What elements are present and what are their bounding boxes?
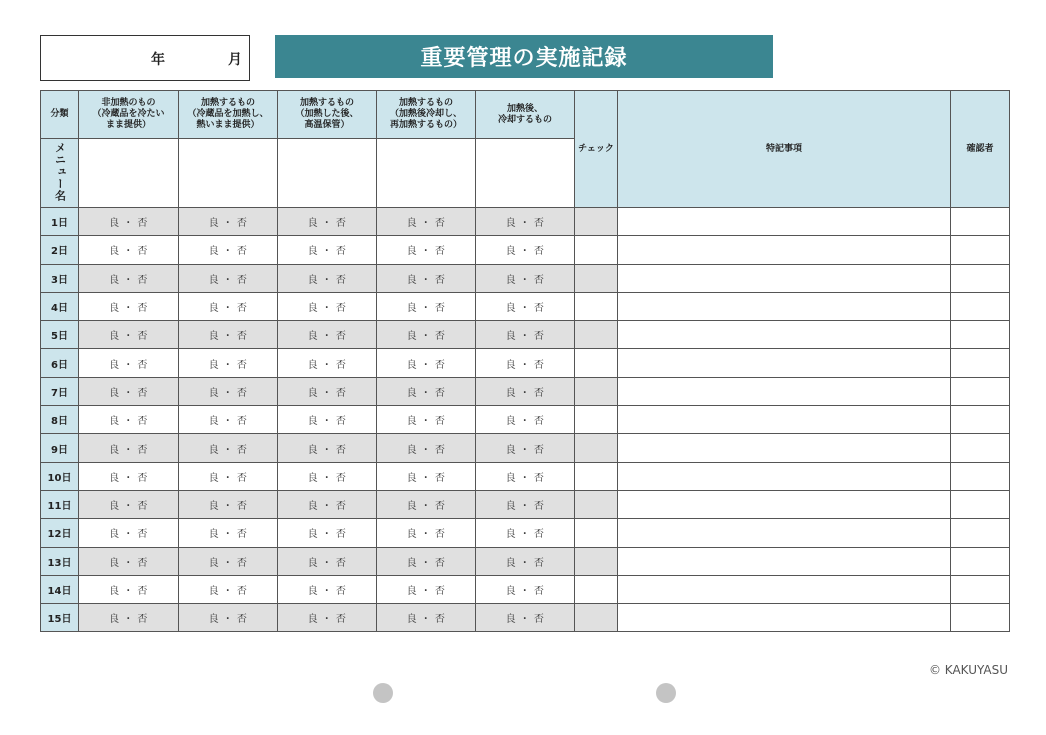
ok-ng-choice[interactable]: 良 ・ 否 [79, 349, 179, 377]
confirmer-field[interactable] [951, 377, 1010, 405]
table-row [41, 547, 1010, 575]
check-field[interactable] [575, 321, 618, 349]
table-row [41, 575, 1010, 603]
table-row [41, 462, 1010, 490]
ok-ng-choice[interactable]: 良 ・ 否 [179, 349, 278, 377]
check-field[interactable] [575, 462, 618, 490]
ok-ng-choice[interactable]: 良 ・ 否 [79, 236, 179, 264]
ok-ng-choice[interactable]: 良 ・ 否 [278, 547, 377, 575]
ok-ng-choice[interactable]: 良 ・ 否 [179, 208, 278, 236]
day-label: 12日 [41, 519, 79, 547]
notes-header: 特記事項 [618, 91, 951, 208]
check-field[interactable] [575, 575, 618, 603]
category-header: 分類 [41, 91, 79, 139]
check-field[interactable] [575, 377, 618, 405]
ok-ng-choice[interactable]: 良 ・ 否 [278, 434, 377, 462]
day-label: 3日 [41, 264, 79, 292]
day-label: 14日 [41, 575, 79, 603]
ok-ng-choice[interactable]: 良 ・ 否 [377, 547, 476, 575]
confirmer-header: 確認者 [951, 91, 1010, 208]
confirmer-field[interactable] [951, 462, 1010, 490]
column-header-heat-hold-hot: 加熱するもの （加熱した後、 高温保管） [278, 91, 377, 139]
check-field[interactable] [575, 208, 618, 236]
confirmer-field[interactable] [951, 292, 1010, 320]
ok-ng-choice[interactable]: 良 ・ 否 [476, 208, 575, 236]
column-header-heat-serve-hot: 加熱するもの （冷蔵品を加熱し、 熱いまま提供） [179, 91, 278, 139]
ok-ng-choice[interactable]: 良 ・ 否 [377, 377, 476, 405]
ok-ng-choice[interactable]: 良 ・ 否 [476, 547, 575, 575]
month-label: 月 [228, 52, 242, 68]
table-row [41, 490, 1010, 518]
ok-ng-choice[interactable]: 良 ・ 否 [179, 462, 278, 490]
ok-ng-choice[interactable]: 良 ・ 否 [476, 604, 575, 632]
day-label: 4日 [41, 292, 79, 320]
ok-ng-choice[interactable]: 良 ・ 否 [377, 490, 476, 518]
column-header-heat-cool-reheat: 加熱するもの （加熱後冷却し、 再加熱するもの） [377, 91, 476, 139]
year-month-box[interactable] [40, 35, 250, 81]
ok-ng-choice[interactable]: 良 ・ 否 [179, 604, 278, 632]
notes-field[interactable] [618, 292, 951, 320]
notes-field[interactable] [618, 236, 951, 264]
check-field[interactable] [575, 519, 618, 547]
ok-ng-choice[interactable]: 良 ・ 否 [79, 292, 179, 320]
confirmer-field[interactable] [951, 406, 1010, 434]
ok-ng-choice[interactable]: 良 ・ 否 [278, 349, 377, 377]
table-row [41, 321, 1010, 349]
ok-ng-choice[interactable]: 良 ・ 否 [79, 321, 179, 349]
confirmer-field[interactable] [951, 490, 1010, 518]
check-field[interactable] [575, 236, 618, 264]
ok-ng-choice[interactable]: 良 ・ 否 [79, 575, 179, 603]
ok-ng-choice[interactable]: 良 ・ 否 [278, 604, 377, 632]
confirmer-field[interactable] [951, 264, 1010, 292]
ok-ng-choice[interactable]: 良 ・ 否 [476, 519, 575, 547]
menu-name-field[interactable] [476, 139, 575, 208]
ok-ng-choice[interactable]: 良 ・ 否 [377, 321, 476, 349]
table-row [41, 377, 1010, 405]
ok-ng-choice[interactable]: 良 ・ 否 [79, 490, 179, 518]
notes-field[interactable] [618, 462, 951, 490]
menu-name-header [41, 139, 79, 208]
notes-field[interactable] [618, 406, 951, 434]
check-field[interactable] [575, 264, 618, 292]
check-header: チェック [575, 91, 618, 208]
day-label: 5日 [41, 321, 79, 349]
check-field[interactable] [575, 406, 618, 434]
ok-ng-choice[interactable]: 良 ・ 否 [179, 490, 278, 518]
check-field[interactable] [575, 434, 618, 462]
ok-ng-choice[interactable]: 良 ・ 否 [179, 434, 278, 462]
notes-field[interactable] [618, 575, 951, 603]
confirmer-field[interactable] [951, 321, 1010, 349]
ok-ng-choice[interactable]: 良 ・ 否 [476, 349, 575, 377]
ok-ng-choice[interactable]: 良 ・ 否 [179, 264, 278, 292]
ok-ng-choice[interactable]: 良 ・ 否 [79, 264, 179, 292]
check-field[interactable] [575, 604, 618, 632]
ok-ng-choice[interactable]: 良 ・ 否 [377, 264, 476, 292]
notes-field[interactable] [618, 604, 951, 632]
table-row [41, 264, 1010, 292]
notes-field[interactable] [618, 434, 951, 462]
ok-ng-choice[interactable]: 良 ・ 否 [179, 236, 278, 264]
ok-ng-choice[interactable]: 良 ・ 否 [476, 264, 575, 292]
column-header-heat-cool: 加熱後、 冷却するもの [476, 91, 575, 139]
day-label: 15日 [41, 604, 79, 632]
menu-name-field[interactable] [79, 139, 179, 208]
notes-field[interactable] [618, 490, 951, 518]
confirmer-field[interactable] [951, 208, 1010, 236]
check-field[interactable] [575, 490, 618, 518]
binder-hole-right [656, 683, 676, 703]
day-label: 2日 [41, 236, 79, 264]
ok-ng-choice[interactable]: 良 ・ 否 [278, 519, 377, 547]
table-row [41, 349, 1010, 377]
notes-field[interactable] [618, 547, 951, 575]
table-row [41, 519, 1010, 547]
ok-ng-choice[interactable]: 良 ・ 否 [377, 236, 476, 264]
table-row [41, 434, 1010, 462]
ok-ng-choice[interactable]: 良 ・ 否 [179, 406, 278, 434]
ok-ng-choice[interactable]: 良 ・ 否 [476, 236, 575, 264]
confirmer-field[interactable] [951, 236, 1010, 264]
ok-ng-choice[interactable]: 良 ・ 否 [278, 292, 377, 320]
ok-ng-choice[interactable]: 良 ・ 否 [79, 377, 179, 405]
ok-ng-choice[interactable]: 良 ・ 否 [179, 377, 278, 405]
ok-ng-choice[interactable]: 良 ・ 否 [179, 547, 278, 575]
day-label: 7日 [41, 377, 79, 405]
day-label: 13日 [41, 547, 79, 575]
day-label: 9日 [41, 434, 79, 462]
menu-name-label: メニュー名 [53, 141, 67, 202]
binder-hole-left [373, 683, 393, 703]
ok-ng-choice[interactable]: 良 ・ 否 [476, 490, 575, 518]
ok-ng-choice[interactable]: 良 ・ 否 [79, 406, 179, 434]
ok-ng-choice[interactable]: 良 ・ 否 [476, 377, 575, 405]
ok-ng-choice[interactable]: 良 ・ 否 [377, 462, 476, 490]
day-label: 11日 [41, 490, 79, 518]
ok-ng-choice[interactable]: 良 ・ 否 [179, 321, 278, 349]
ok-ng-choice[interactable]: 良 ・ 否 [278, 236, 377, 264]
ok-ng-choice[interactable]: 良 ・ 否 [79, 434, 179, 462]
confirmer-field[interactable] [951, 434, 1010, 462]
ok-ng-choice[interactable]: 良 ・ 否 [179, 292, 278, 320]
ok-ng-choice[interactable]: 良 ・ 否 [79, 604, 179, 632]
ok-ng-choice[interactable]: 良 ・ 否 [377, 519, 476, 547]
ok-ng-choice[interactable]: 良 ・ 否 [278, 575, 377, 603]
table-row [41, 292, 1010, 320]
menu-name-field[interactable] [278, 139, 377, 208]
ok-ng-choice[interactable]: 良 ・ 否 [278, 377, 377, 405]
ok-ng-choice[interactable]: 良 ・ 否 [79, 462, 179, 490]
confirmer-field[interactable] [951, 575, 1010, 603]
notes-field[interactable] [618, 349, 951, 377]
table-row [41, 236, 1010, 264]
ok-ng-choice[interactable]: 良 ・ 否 [278, 462, 377, 490]
notes-field[interactable] [618, 321, 951, 349]
ok-ng-choice[interactable]: 良 ・ 否 [79, 547, 179, 575]
menu-name-field[interactable] [179, 139, 278, 208]
check-field[interactable] [575, 349, 618, 377]
notes-field[interactable] [618, 208, 951, 236]
ok-ng-choice[interactable]: 良 ・ 否 [278, 321, 377, 349]
ok-ng-choice[interactable]: 良 ・ 否 [377, 406, 476, 434]
ok-ng-choice[interactable]: 良 ・ 否 [476, 434, 575, 462]
table-row [41, 604, 1010, 632]
ok-ng-choice[interactable]: 良 ・ 否 [278, 406, 377, 434]
ok-ng-choice[interactable]: 良 ・ 否 [79, 208, 179, 236]
column-header-non-heated: 非加熱のもの （冷蔵品を冷たい まま提供） [79, 91, 179, 139]
day-label: 8日 [41, 406, 79, 434]
ok-ng-choice[interactable]: 良 ・ 否 [377, 208, 476, 236]
ok-ng-choice[interactable]: 良 ・ 否 [278, 490, 377, 518]
day-label: 1日 [41, 208, 79, 236]
ok-ng-choice[interactable]: 良 ・ 否 [377, 434, 476, 462]
check-field[interactable] [575, 292, 618, 320]
ok-ng-choice[interactable]: 良 ・ 否 [377, 604, 476, 632]
year-label: 年 [151, 52, 165, 68]
page-title: 重要管理の実施記録 [275, 35, 773, 78]
ok-ng-choice[interactable]: 良 ・ 否 [476, 575, 575, 603]
copyright-notice: © KAKUYASU [928, 663, 1008, 677]
ok-ng-choice[interactable]: 良 ・ 否 [476, 321, 575, 349]
confirmer-field[interactable] [951, 604, 1010, 632]
ok-ng-choice[interactable]: 良 ・ 否 [79, 519, 179, 547]
menu-name-field[interactable] [377, 139, 476, 208]
ok-ng-choice[interactable]: 良 ・ 否 [278, 208, 377, 236]
notes-field[interactable] [618, 377, 951, 405]
table-row [41, 208, 1010, 236]
confirmer-field[interactable] [951, 349, 1010, 377]
ok-ng-choice[interactable]: 良 ・ 否 [179, 519, 278, 547]
ok-ng-choice[interactable]: 良 ・ 否 [377, 575, 476, 603]
ok-ng-choice[interactable]: 良 ・ 否 [476, 462, 575, 490]
ok-ng-choice[interactable]: 良 ・ 否 [278, 264, 377, 292]
ok-ng-choice[interactable]: 良 ・ 否 [476, 406, 575, 434]
day-label: 10日 [41, 462, 79, 490]
ok-ng-choice[interactable]: 良 ・ 否 [179, 575, 278, 603]
day-label: 6日 [41, 349, 79, 377]
notes-field[interactable] [618, 264, 951, 292]
notes-field[interactable] [618, 519, 951, 547]
ok-ng-choice[interactable]: 良 ・ 否 [377, 292, 476, 320]
table-row [41, 406, 1010, 434]
confirmer-field[interactable] [951, 547, 1010, 575]
record-table [40, 90, 1010, 632]
ok-ng-choice[interactable]: 良 ・ 否 [476, 292, 575, 320]
confirmer-field[interactable] [951, 519, 1010, 547]
ok-ng-choice[interactable]: 良 ・ 否 [377, 349, 476, 377]
check-field[interactable] [575, 547, 618, 575]
